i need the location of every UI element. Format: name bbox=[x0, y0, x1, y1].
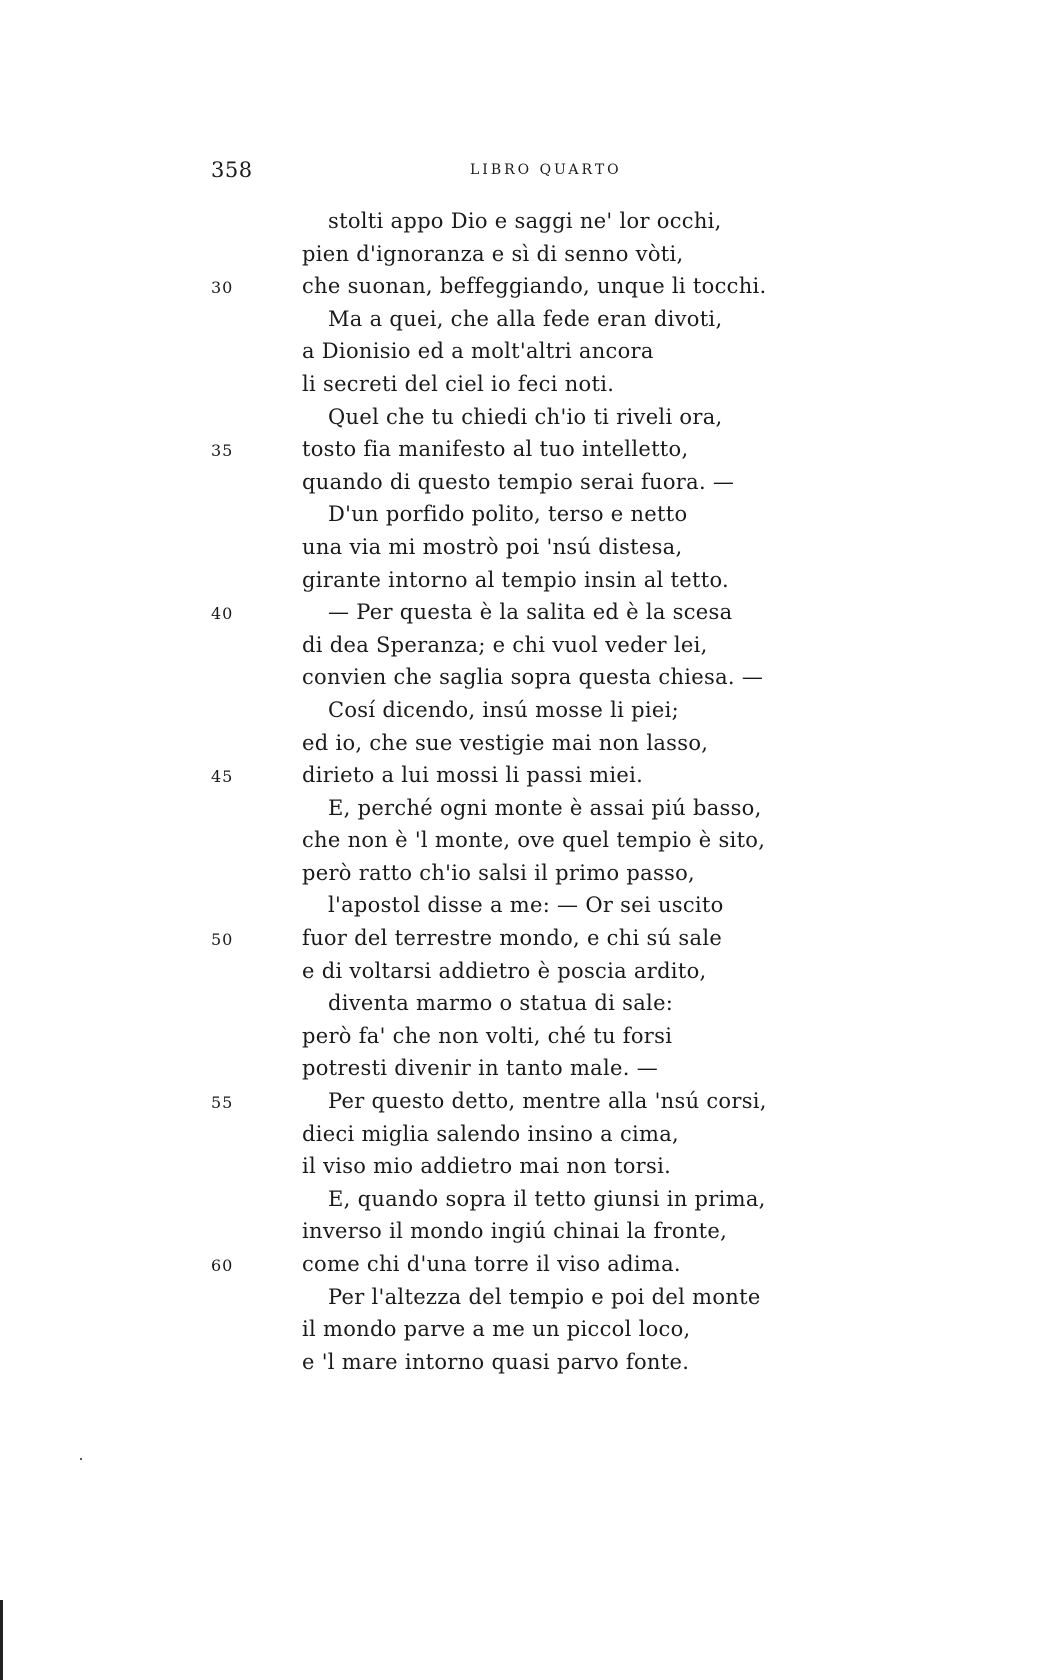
verse-text: l'apostol disse a me: — Or sei uscito bbox=[328, 893, 724, 918]
verse-line bbox=[0, 498, 1056, 531]
verse-text: ed io, che sue vestigie mai non lasso, bbox=[302, 730, 709, 755]
verse-text: il mondo parve a me un piccol loco, bbox=[302, 1317, 691, 1342]
verse-text: tosto fia manifesto al tuo intelletto, bbox=[302, 437, 689, 462]
verse-line bbox=[0, 1313, 1056, 1346]
line-number: 40 bbox=[211, 604, 234, 624]
verse-line bbox=[0, 564, 1056, 597]
verse-line bbox=[0, 629, 1056, 662]
poem-body bbox=[0, 205, 1056, 1378]
verse-line bbox=[0, 987, 1056, 1020]
verse-text: Quel che tu chiedi ch'io ti riveli ora, bbox=[328, 404, 723, 429]
verse-line bbox=[0, 1150, 1056, 1183]
verse-text: pien d'ignoranza e sì di senno vòti, bbox=[302, 241, 684, 266]
verse-line bbox=[0, 889, 1056, 922]
verse-text: una via mi mostrò poi 'nsú distesa, bbox=[302, 534, 683, 559]
verse-text: potresti divenir in tanto male. — bbox=[302, 1056, 658, 1081]
verse-text: dieci miglia salendo insino a cima, bbox=[302, 1121, 680, 1146]
verse-line bbox=[0, 1281, 1056, 1314]
verse-text: stolti appo Dio e saggi ne' lor occhi, bbox=[328, 209, 722, 233]
running-head: LIBRO QUARTO bbox=[470, 162, 622, 178]
verse-line bbox=[0, 596, 1056, 629]
line-number: 35 bbox=[211, 441, 234, 461]
verse-text: diventa marmo o statua di sale: bbox=[328, 991, 674, 1016]
verse-text: come chi d'una torre il viso adima. bbox=[302, 1252, 681, 1276]
line-number: 60 bbox=[211, 1256, 234, 1275]
scan-speck bbox=[80, 1458, 82, 1460]
line-number: 45 bbox=[211, 767, 234, 787]
verse-line bbox=[0, 824, 1056, 857]
verse-text: Per questo detto, mentre alla 'nsú corsi, bbox=[328, 1089, 767, 1114]
verse-line bbox=[0, 401, 1056, 434]
verse-text: fuor del terrestre mondo, e chi sú sale bbox=[302, 926, 723, 951]
verse-text: girante intorno al tempio insin al tetto. bbox=[302, 567, 729, 592]
verse-line bbox=[0, 303, 1056, 336]
line-number: 55 bbox=[211, 1093, 234, 1113]
verse-line bbox=[0, 1183, 1056, 1216]
verse-line bbox=[0, 1118, 1056, 1151]
verse-line bbox=[0, 1085, 1056, 1118]
page-number: 358 bbox=[211, 158, 253, 182]
verse-text: li secreti del ciel io feci noti. bbox=[302, 371, 615, 396]
verse-text: E, perché ogni monte è assai piú basso, bbox=[328, 795, 762, 820]
verse-line bbox=[0, 857, 1056, 890]
verse-text: a Dionisio ed a molt'altri ancora bbox=[302, 339, 654, 364]
verse-text: Per l'altezza del tempio e poi del monte bbox=[328, 1284, 761, 1309]
verse-text: Cosí dicendo, insú mosse li piei; bbox=[328, 697, 680, 722]
verse-line bbox=[0, 270, 1056, 303]
verse-line bbox=[0, 238, 1056, 271]
verse-line bbox=[0, 1248, 1056, 1281]
verse-line bbox=[0, 1215, 1056, 1248]
verse-line bbox=[0, 368, 1056, 401]
verse-line bbox=[0, 205, 1056, 238]
verse-line bbox=[0, 955, 1056, 988]
verse-text: e 'l mare intorno quasi parvo fonte. bbox=[302, 1349, 690, 1374]
verse-text: e di voltarsi addietro è poscia ardito, bbox=[302, 958, 707, 983]
verse-line bbox=[0, 466, 1056, 499]
verse-line bbox=[0, 661, 1056, 694]
verse-line bbox=[0, 792, 1056, 825]
verse-text: che non è 'l monte, ove quel tempio è sito, bbox=[302, 828, 766, 853]
line-number: 30 bbox=[211, 278, 234, 298]
verse-line bbox=[0, 433, 1056, 466]
verse-text: quando di questo tempio serai fuora. — bbox=[302, 469, 735, 494]
verse-line bbox=[0, 335, 1056, 368]
verse-text: di dea Speranza; e chi vuol veder lei, bbox=[302, 632, 708, 657]
verse-line bbox=[0, 1052, 1056, 1085]
verse-text: che suonan, beffeggiando, unque li tocchi. bbox=[302, 274, 767, 299]
verse-line bbox=[0, 759, 1056, 792]
verse-text: D'un porfido polito, terso e netto bbox=[328, 502, 688, 527]
verse-text: però ratto ch'io salsi il primo passo, bbox=[302, 860, 696, 885]
verse-text: inverso il mondo ingiú chinai la fronte, bbox=[302, 1219, 728, 1244]
verse-line bbox=[0, 531, 1056, 564]
verse-text: Ma a quei, che alla fede eran divoti, bbox=[328, 306, 723, 331]
verse-line bbox=[0, 1020, 1056, 1053]
verse-line bbox=[0, 727, 1056, 760]
verse-text: convien che saglia sopra questa chiesa. — bbox=[302, 665, 764, 690]
verse-line bbox=[0, 922, 1056, 955]
verse-text: però fa' che non volti, ché tu forsi bbox=[302, 1023, 673, 1048]
verse-line bbox=[0, 1346, 1056, 1379]
scan-edge-mark bbox=[0, 1600, 3, 1680]
verse-text: dirieto a lui mossi li passi miei. bbox=[302, 763, 644, 788]
line-number: 50 bbox=[211, 930, 234, 950]
verse-text: il viso mio addietro mai non torsi. bbox=[302, 1154, 672, 1179]
verse-text: E, quando sopra il tetto giunsi in prima, bbox=[328, 1186, 766, 1211]
verse-line bbox=[0, 694, 1056, 727]
verse-text: — Per questa è la salita ed è la scesa bbox=[328, 600, 733, 625]
